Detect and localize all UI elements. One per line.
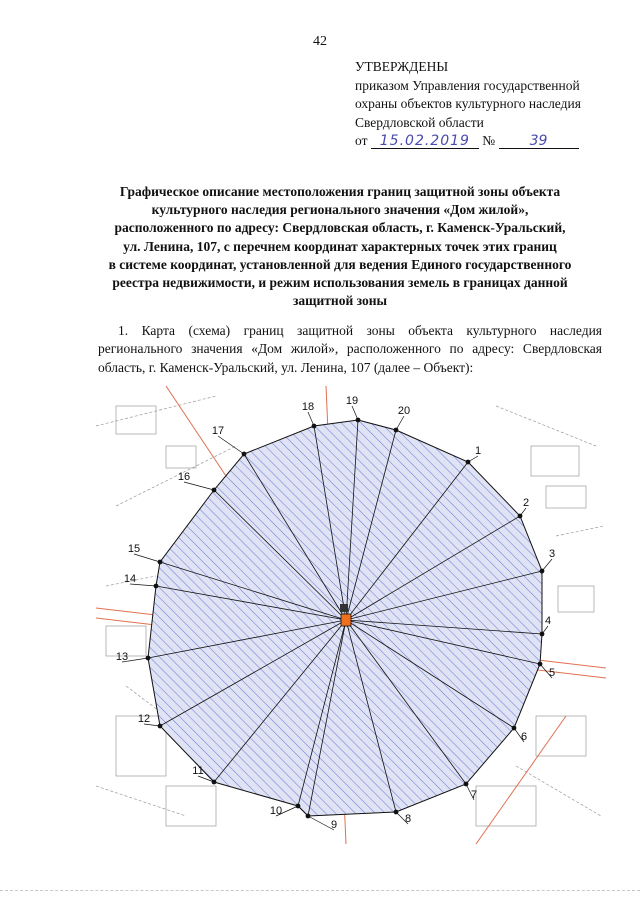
point-label: 3	[548, 548, 556, 560]
heritage-object-marker	[341, 614, 351, 626]
heading-line: расположенного по адресу: Свердловская область, г. Каменск-Уральский,	[114, 220, 566, 236]
approval-title: УТВЕРЖДЕНЫ	[355, 59, 449, 74]
document-heading	[60, 183, 620, 310]
point-label: 7	[470, 789, 478, 801]
heading-line: защитной зоны	[292, 293, 388, 309]
date-prefix: от	[355, 133, 368, 148]
point-label: 12	[137, 713, 151, 725]
point-label: 9	[330, 819, 338, 831]
point-label: 17	[211, 425, 225, 437]
point-label: 4	[544, 615, 552, 627]
approval-line-1: приказом Управления государственной	[355, 77, 580, 93]
point-label: 1	[474, 445, 482, 457]
heading-line: культурного наследия регионального значения «Дом жилой»,	[151, 202, 529, 218]
heading-line: реестра недвижимости, и режим использования земель в границах данной	[112, 275, 568, 291]
approval-block	[355, 58, 635, 151]
point-label: 10	[269, 805, 283, 817]
point-label: 19	[345, 395, 359, 407]
point-label: 18	[301, 401, 315, 413]
point-label: 14	[123, 573, 137, 585]
handwritten-date: 15.02.2019	[371, 134, 479, 149]
point-label: 20	[397, 405, 411, 417]
page-number: 42	[313, 34, 327, 49]
page-bottom-rule	[0, 890, 640, 891]
point-label: 6	[520, 731, 528, 743]
point-label: 13	[115, 651, 129, 663]
point-label: 8	[404, 813, 412, 825]
paragraph-text: 1. Карта (схема) границ защитной зоны объекта культурного наследия регионального значения «Дом жилой», расположенного по адресу: Свердловская область, г. Каменск-Уральский, ул. Ленина, 107 (далее – Объект):	[98, 323, 602, 375]
heading-line: Графическое описание местоположения границ защитной зоны объекта	[119, 184, 561, 199]
heading-line: в системе координат, установленной для ведения Единого государственного	[108, 256, 572, 272]
point-label: 5	[548, 667, 556, 679]
approval-line-3: Свердловской области	[355, 114, 484, 130]
handwritten-number: 39	[499, 134, 579, 149]
approval-line-2: охраны объектов культурного наследия	[355, 96, 581, 111]
approval-date-row	[355, 132, 635, 151]
point-label: 2	[522, 497, 530, 509]
point-label: 11	[192, 765, 204, 777]
number-prefix: №	[482, 133, 496, 148]
point-label: 16	[177, 471, 191, 483]
point-label: 15	[127, 543, 141, 555]
building-marker	[340, 604, 348, 612]
body-paragraph	[98, 322, 602, 377]
protection-zone-map	[96, 386, 606, 844]
heading-line: ул. Ленина, 107, с перечнем координат характерных точек этих границ	[123, 238, 557, 254]
